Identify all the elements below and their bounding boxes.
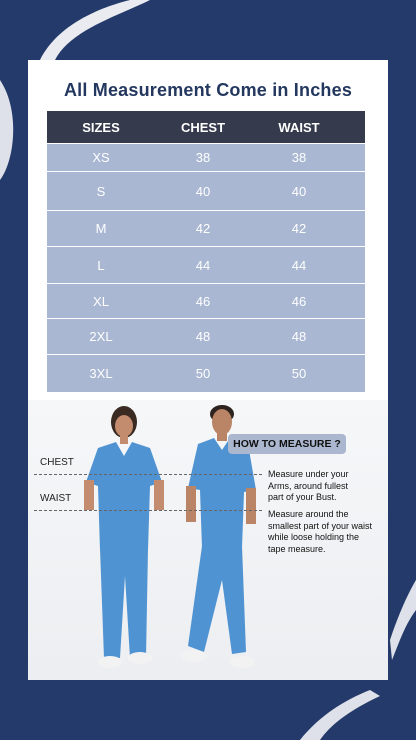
waist-cell: 40 xyxy=(291,183,307,199)
waist-cell: 48 xyxy=(291,329,307,344)
how-to-measure-badge: HOW TO MEASURE ? xyxy=(228,434,346,454)
chest-cell: 44 xyxy=(195,257,211,273)
size-cell: S xyxy=(96,183,106,199)
size-cell: XS xyxy=(92,150,110,165)
waist-cell: 42 xyxy=(291,221,307,236)
instruction-line: Measure under your xyxy=(268,469,349,479)
chest-cell: 48 xyxy=(195,329,211,344)
chest-cell: 38 xyxy=(195,150,211,165)
table-header xyxy=(47,111,365,143)
instruction-line: part of your Bust. xyxy=(268,492,337,502)
size-cell: 3XL xyxy=(89,366,113,381)
instruction-line: while loose holding the xyxy=(268,532,360,542)
table-row xyxy=(47,354,365,392)
table-row xyxy=(47,318,365,354)
waist-cell: 38 xyxy=(291,150,307,165)
chest-guide-line xyxy=(34,474,262,475)
chest-cell: 46 xyxy=(195,293,211,309)
chest-instructions xyxy=(268,469,349,504)
size-cell: M xyxy=(95,221,107,236)
table-row xyxy=(47,171,365,210)
instruction-line: smallest part of your waist xyxy=(268,520,373,531)
table-row xyxy=(47,143,365,171)
waist-cell: 50 xyxy=(291,366,307,381)
header-waist: WAIST xyxy=(278,119,320,135)
table-row xyxy=(47,246,365,283)
instruction-line: Measure around the xyxy=(268,509,349,519)
header-chest: CHEST xyxy=(180,119,226,135)
chest-cell: 42 xyxy=(195,221,211,236)
waist-cell: 44 xyxy=(291,257,307,273)
header-sizes: SIZES xyxy=(82,119,120,135)
chest-cell: 40 xyxy=(195,183,211,199)
female-model-figure xyxy=(76,400,186,680)
table-row xyxy=(47,210,365,246)
page-title: All Measurement Come in Inches xyxy=(63,80,353,100)
waist-cell: 46 xyxy=(291,293,307,309)
size-cell: 2XL xyxy=(89,329,113,344)
waist-instructions xyxy=(268,509,372,555)
size-cell: XL xyxy=(93,293,109,309)
size-table xyxy=(47,111,365,392)
table-row xyxy=(47,283,365,318)
instruction-line: tape measure. xyxy=(268,543,326,554)
chest-label: CHEST xyxy=(40,457,74,468)
waist-guide-line xyxy=(34,510,262,511)
waist-label: WAIST xyxy=(40,493,72,504)
size-chart-card xyxy=(28,60,388,680)
instruction-line: Arms, around fullest xyxy=(268,480,349,491)
size-cell: L xyxy=(97,257,105,273)
chest-cell: 50 xyxy=(195,366,211,381)
